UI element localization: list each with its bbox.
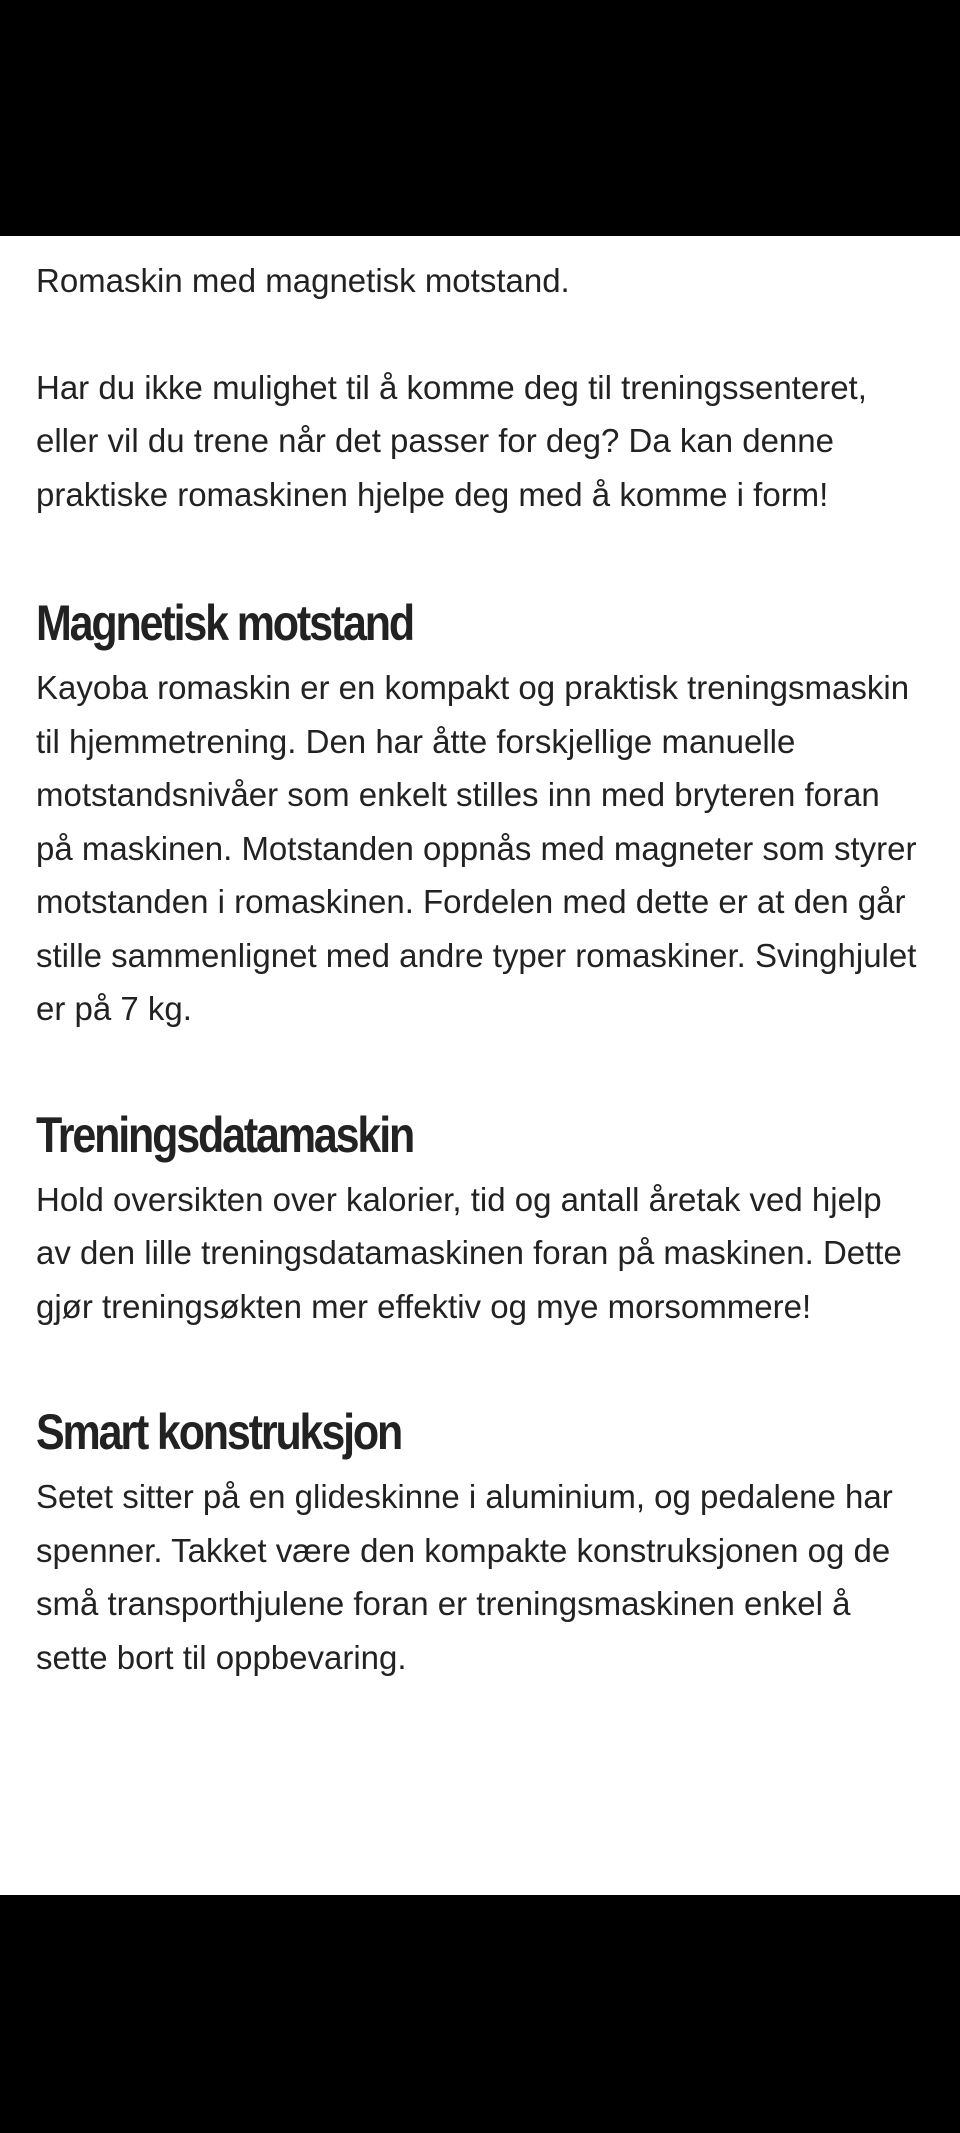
product-description [0,236,960,1895]
section-heading: Magnetisk motstand [36,595,414,651]
section-heading: Treningsdatamaskin [36,1106,414,1163]
bottom-black-bar [0,1895,960,2133]
section-smart-construction [36,1400,924,1684]
intro-text: Romaskin med magnetisk motstand. [36,262,570,299]
section-heading: Smart konstruksjon [36,1404,402,1460]
lead-paragraph: Har du ikke mulighet til å komme deg til treningssenteret, eller vil du trene når det passer for deg? Da kan denne praktiske romaskinen hjelpe deg med å komme i form! [36,368,867,513]
top-black-bar [0,0,960,236]
section-body: Hold oversikten over kalorier, tid og antall åretak ved hjelp av den lille treningsdatamaskinen foran på maskinen. Dette gjør treningsøkten mer effektiv og mye morsommere! [36,1180,902,1325]
section-body: Kayoba romaskin er en kompakt og praktisk treningsmaskin til hjemmetrening. Den har åtte forskjellige manuelle motstandsnivåer som enkelt stilles inn med bryteren foran på maskinen. Motstanden oppnås med magneter som styrer motstanden i romaskinen. Fordelen med dette er at den går stille sammenlignet med andre typer romaskiner. Svinghjulet er på 7 kg. [36,669,917,1027]
section-magnetic-resistance [36,591,924,1036]
section-body: Setet sitter på en glideskinne i aluminium, og pedalene har spenner. Takket være den kompakte konstruksjonen og de små transporthjulene foran er treningsmaskinen enkel å sette bort til oppbevaring. [36,1478,893,1676]
section-training-computer [36,1103,924,1334]
